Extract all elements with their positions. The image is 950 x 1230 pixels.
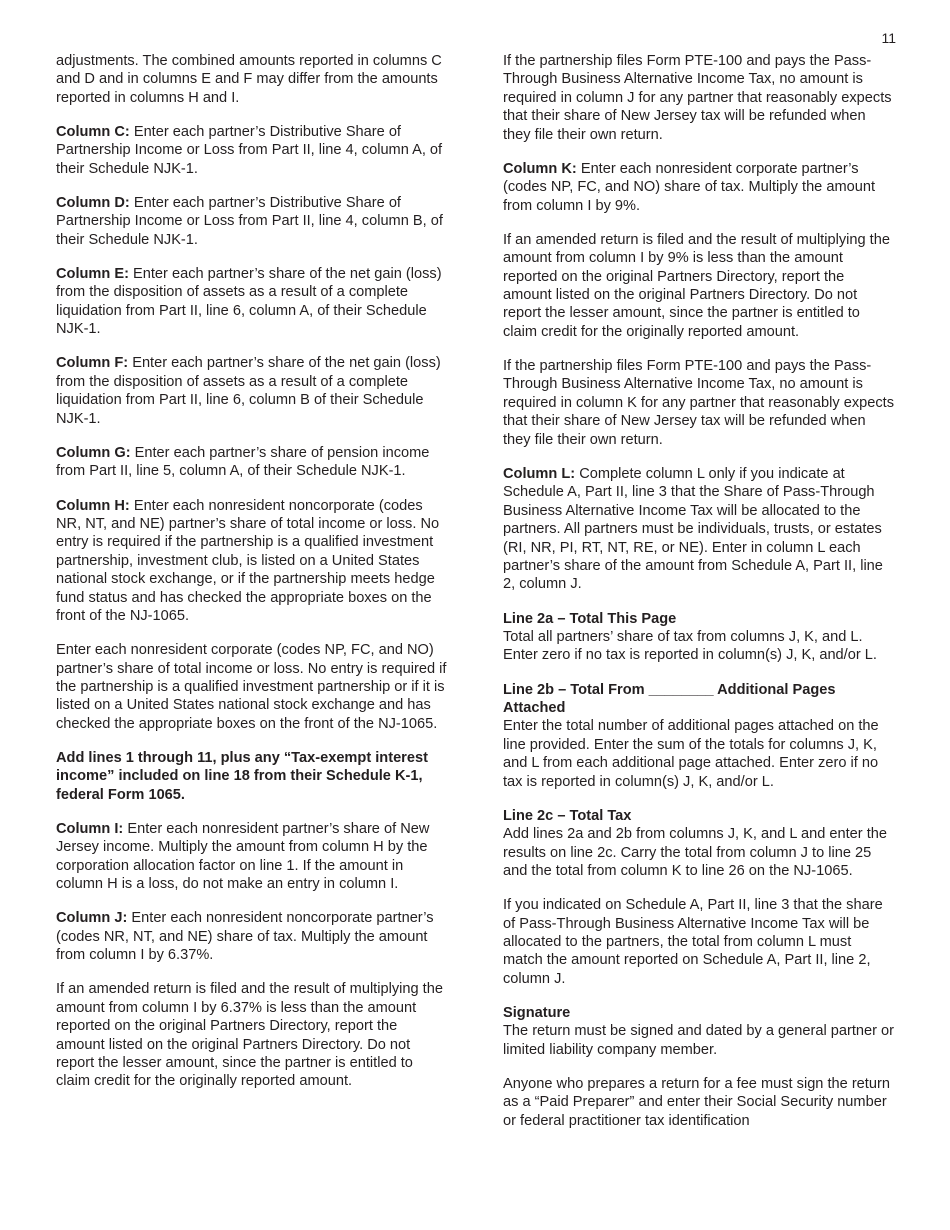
paragraph-text: If you indicated on Schedule A, Part II, line 3 that the share of Pass-Through Business Alternative Income Tax will be allocated to the partners, the total from column L must match the amount reported on Schedule A, Part II, line 2, column J.	[503, 897, 883, 987]
section-heading: Line 2a – Total This Page	[503, 610, 677, 627]
paragraph	[503, 52, 895, 144]
paragraph	[503, 681, 895, 791]
paragraph-text: Enter each nonresident noncorporate partner’s (codes NR, NT, and NE) share of tax. Multiply the amount from column I by 6.37%.	[56, 910, 434, 964]
paragraph-text: Enter each nonresident partner’s share of New Jersey income. Multiply the amount from column H by the corporation allocation factor on line 1. If the amount in column H is a loss, do not make an entry in column I.	[56, 820, 430, 893]
paragraph	[56, 909, 448, 964]
paragraph	[503, 231, 895, 341]
paragraph-label: Column C:	[56, 124, 130, 141]
section-heading: Signature	[503, 1005, 571, 1022]
paragraph-label: Column E:	[56, 266, 129, 283]
paragraph-label: Add lines 1 through 11, plus any “Tax-exempt interest income” included on line 18 from their Schedule K-1, federal Form 1065.	[56, 749, 428, 803]
paragraph	[503, 465, 895, 594]
paragraph-text: Enter each nonresident corporate (codes NP, FC, and NO) partner’s share of total income or loss. No entry is required if the partnership is a qualified investment partnership or if it is listed on a United States national stock exchange and has checked the appropriate boxes on the front of the NJ-1065.	[56, 642, 447, 732]
paragraph	[56, 980, 448, 1090]
paragraph-label: Column J:	[56, 910, 128, 927]
section-heading: Line 2b – Total From ________ Additional Pages Attached	[503, 681, 836, 716]
paragraph-label: Column F:	[56, 355, 129, 372]
paragraph-text: Anyone who prepares a return for a fee must sign the return as a “Paid Preparer” and enter their Social Security number or federal practitioner tax identification	[503, 1076, 890, 1129]
paragraph	[56, 641, 448, 733]
paragraph-label: Column H:	[56, 497, 130, 514]
paragraph	[56, 497, 448, 626]
paragraph	[503, 1075, 895, 1130]
paragraph-text: If an amended return is filed and the result of multiplying the amount from column I by 6.37% is less than the amount reported on the original Partners Directory, report the amount listed on the original Partners Directory. Do not report the lesser amount, since the partner is entitled to claim credit for the originally reported amount.	[56, 981, 443, 1090]
paragraph	[56, 820, 448, 894]
paragraph-text: The return must be signed and dated by a general partner or limited liability company member.	[503, 1023, 895, 1058]
paragraph	[56, 52, 448, 107]
paragraph-text: adjustments. The combined amounts reported in columns C and D and in columns E and F may differ from the amounts reported in columns H and I.	[56, 53, 442, 106]
paragraph	[56, 123, 448, 178]
paragraph-label: Column D:	[56, 195, 130, 212]
paragraph	[503, 807, 895, 881]
paragraph	[503, 160, 895, 215]
paragraph-text: Enter each nonresident corporate partner’s (codes NP, FC, and NO) share of tax. Multiply the amount from column I by 9%.	[503, 160, 876, 214]
paragraph-text: If an amended return is filed and the result of multiplying the amount from column I by 9% is less than the amount reported on the original Partners Directory, report the amount listed on the original Partners Directory. Do not report the lesser amount, since the partner is entitled to claim credit for the originally reported amount.	[503, 231, 890, 340]
paragraph	[56, 444, 448, 481]
paragraph	[56, 265, 448, 339]
right-column	[503, 52, 895, 1146]
paragraph-text: Enter each partner’s Distributive Share of Partnership Income or Loss from Part II, line 4, column A, of their Schedule NJK-1.	[56, 124, 443, 177]
paragraph-label: Column K:	[503, 160, 577, 177]
paragraph	[56, 354, 448, 428]
paragraph-text: Enter each nonresident noncorporate (codes NR, NT, and NE) partner’s share of total income or loss. No entry is required if the partnership is a qualified investment partnership, investment club, is listed on a United States national stock exchange, or if the partnership meets hedge fund status and has checked the appropriate boxes on the front of the NJ-1065.	[56, 497, 440, 624]
paragraph-text: Total all partners’ share of tax from columns J, K, and L. Enter zero if no tax is reported in column(s) J, K, and/or L.	[503, 628, 877, 664]
paragraph-text: Enter each partner’s share of pension income from Part II, line 5, column A, of their Schedule NJK-1.	[56, 444, 430, 480]
page-number: 11	[881, 30, 896, 46]
paragraph	[503, 357, 895, 449]
paragraph-label: Column I:	[56, 820, 124, 837]
paragraph-text: Enter the total number of additional pages attached on the line provided. Enter the sum of the totals for columns J, K, and L from each additional page attached. Enter zero if no tax is reported in column(s) J, K, and/or L.	[503, 718, 879, 790]
paragraph-label: Column L:	[503, 465, 576, 482]
left-column	[56, 52, 448, 1107]
paragraph	[503, 1004, 895, 1059]
paragraph-text: If the partnership files Form PTE-100 and pays the Pass-Through Business Alternative Income Tax, no amount is required in column K for any partner that reasonably expects that their share of New Jersey tax will be refunded when they file their own return.	[503, 358, 895, 448]
paragraph-text: Enter each partner’s share of the net gain (loss) from the disposition of assets as a result of a complete liquidation from Part II, line 6, column A, of their Schedule NJK-1.	[56, 266, 442, 338]
paragraph-text: Complete column L only if you indicate at Schedule A, Part II, line 3 that the Share of Pass-Through Business Alternative Income Tax will be allocated to the partners. All partners must be individuals, trusts, or estates (RI, NR, PI, RT, NT, RE, or NE). Enter in column L each partner’s share of the amount from Schedule A, Part II, line 2, column J.	[503, 465, 883, 593]
paragraph	[503, 610, 895, 665]
section-heading: Line 2c – Total Tax	[503, 807, 632, 824]
paragraph	[503, 896, 895, 988]
paragraph-label: Column G:	[56, 444, 131, 461]
paragraph-text: If the partnership files Form PTE-100 and pays the Pass-Through Business Alternative Income Tax, no amount is required in column J for any partner that reasonably expects that their share of New Jersey tax will be refunded when they file their own return.	[503, 53, 892, 143]
paragraph-text: Enter each partner’s share of the net gain (loss) from the disposition of assets as a result of a complete liquidation from Part II, line 6, column B of their Schedule NJK-1.	[56, 355, 441, 427]
paragraph	[56, 194, 448, 249]
paragraph-text: Add lines 2a and 2b from columns J, K, and L and enter the results on line 2c. Carry the total from column J to line 25 and the total from column K to line 26 on the NJ-1065.	[503, 826, 887, 880]
paragraph-text: Enter each partner’s Distributive Share of Partnership Income or Loss from Part II, line 4, column B, of their Schedule NJK-1.	[56, 195, 443, 248]
paragraph	[56, 749, 448, 804]
